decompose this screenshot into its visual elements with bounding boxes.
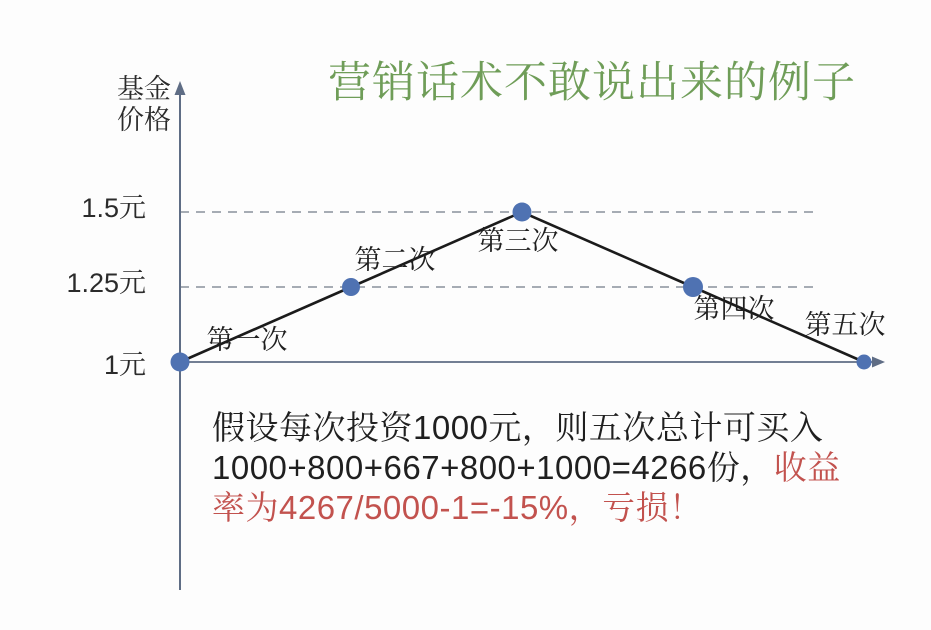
x-axis-arrow <box>872 357 885 368</box>
annotation-line-1: 假设每次投资1000元，则五次总计可买入 <box>212 409 824 446</box>
y-axis-label: 基金价格 <box>117 74 171 135</box>
point-label-2: 第二次 <box>354 245 436 275</box>
data-point-2 <box>342 278 360 296</box>
point-label-5: 第五次 <box>804 310 886 340</box>
point-label-4: 第四次 <box>693 294 775 324</box>
annotation-line-3: 率为4267/5000-1=-15%，亏损！ <box>212 489 703 526</box>
annotation-line2-black: 1000+800+667+800+1000=4266份， <box>212 449 774 486</box>
data-point-3 <box>513 203 532 222</box>
point-label-1: 第一次 <box>206 325 288 355</box>
annotation-text <box>212 408 872 528</box>
y-tick-label-1-25yuan: 1.25元 <box>66 268 146 298</box>
chart-title: 营销话术不敢说出来的例子 <box>328 59 856 107</box>
y-tick-label-1-5yuan: 1.5元 <box>81 193 146 223</box>
data-point-1 <box>171 353 190 372</box>
y-tick-label-1yuan: 1元 <box>103 350 146 380</box>
annotation-line-2 <box>212 448 872 488</box>
point-label-3: 第三次 <box>477 226 559 256</box>
data-point-5 <box>857 355 872 370</box>
annotation-line2-red: 收益 <box>773 449 841 486</box>
